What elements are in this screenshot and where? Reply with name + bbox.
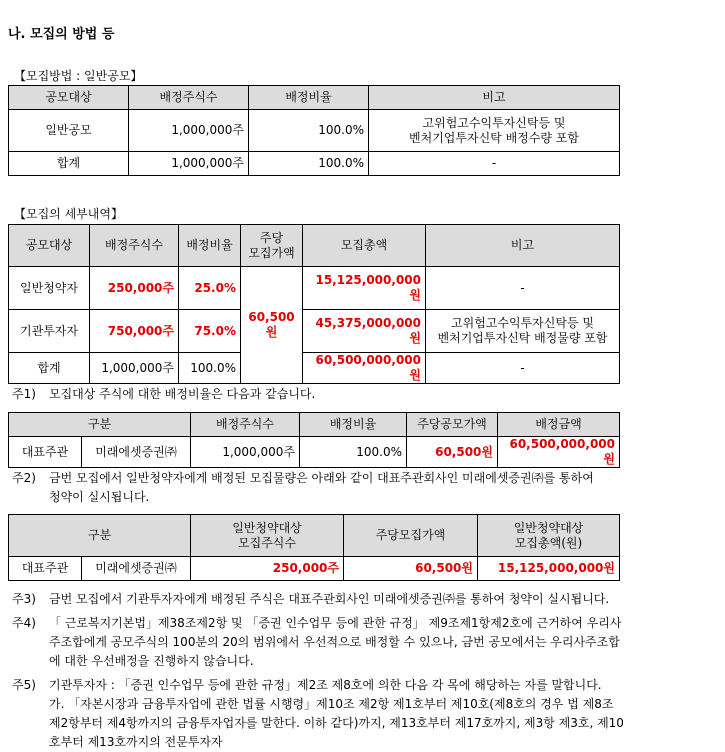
cell: 60,500원 [407, 437, 498, 468]
section-heading: 나. 모집의 방법 등 [8, 27, 115, 42]
cell: 일반공모 [9, 110, 129, 152]
detail-label: 【모집의 세부내역】 [14, 207, 123, 221]
cell: 1,000,000주 [191, 437, 300, 468]
subscription-table [8, 514, 620, 581]
header-cell [191, 515, 344, 557]
table-row [9, 353, 620, 384]
header-cell: 구분 [9, 515, 191, 557]
header-cell [478, 515, 620, 557]
cell: 100.0% [300, 437, 407, 468]
cell: 100.0% [179, 353, 241, 384]
header-cell: 모집총액 [303, 225, 426, 267]
remark-line: 벤처기업투자신탁 배정수량 포함 [409, 130, 579, 145]
cell: 15,125,000,000원 [478, 557, 620, 581]
table-header-row [9, 86, 620, 110]
note-number: 주1) [12, 387, 36, 401]
cell: 250,000주 [191, 557, 344, 581]
method-table [8, 85, 620, 176]
table-row [9, 267, 620, 310]
cell: 60,500,000,000원 [498, 437, 620, 468]
note-text: 에 대한 우선배정을 진행하지 않습니다. [49, 654, 254, 668]
cell [426, 310, 620, 353]
cell: 100.0% [249, 110, 369, 152]
note-text: 호부터 제13호까지의 전문투자자 [49, 735, 223, 749]
cell: 미래에셋증권㈜ [82, 557, 191, 581]
header-line: 모집총액(원) [514, 535, 583, 550]
note-text: 제2항부터 제4항까지의 금융투자업자를 말한다. 이하 같다)까지, 제13호부터 제17호까지, 제3항 제3호, 제10 [49, 716, 624, 730]
cell: 45,375,000,000원 [303, 310, 426, 353]
cell: 250,000주 [90, 267, 179, 310]
note-text: 청약이 실시됩니다. [49, 490, 150, 504]
note-text: 금번 모집에서 기관투자자에게 배정된 주식은 대표주관회사인 미래에셋증권㈜를 통하여 청약이 실시됩니다. [49, 592, 610, 606]
note-text: 「 근로복지기본법」제38조제2항 및 「증권 인수업무 등에 관한 규정」 제9조제1항제2호에 근거하여 우리사 [49, 616, 622, 630]
table-header-row [9, 515, 620, 557]
cell [369, 110, 620, 152]
remark-line: 벤처기업투자신탁 배정물량 포함 [437, 331, 608, 345]
header-cell: 배정금액 [498, 413, 620, 437]
cell: 100.0% [249, 152, 369, 176]
header-cell: 배정주식수 [129, 86, 249, 110]
cell: 25.0% [179, 267, 241, 310]
note-text: 모집대상 주식에 대한 배정비율은 다음과 같습니다. [49, 387, 316, 401]
remark-line: 고위험고수익투자신탁등 및 [451, 316, 594, 330]
cell: 합계 [9, 353, 90, 384]
allocation-table [8, 412, 620, 468]
header-line: 일반청약대상 [513, 520, 584, 535]
header-cell: 주당모집가액 [344, 515, 478, 557]
cell: 1,000,000주 [129, 152, 249, 176]
remark-line: 고위험고수익투자신탁등 및 [422, 115, 566, 130]
note-text: 기관투자자 : 「증권 인수업무 등에 관한 규정」제2조 제8호에 의한 다음 각 목에 해당하는 자를 말합니다. [49, 678, 602, 692]
header-cell: 배정주식수 [191, 413, 300, 437]
detail-table [8, 224, 620, 384]
note-number: 주5) [12, 678, 36, 692]
header-cell: 비고 [369, 86, 620, 110]
cell: - [369, 152, 620, 176]
cell: 75.0% [179, 310, 241, 353]
cell: 일반청약자 [9, 267, 90, 310]
header-line: 모집주식수 [238, 535, 296, 550]
header-cell [241, 225, 303, 267]
method-label: 【모집방법 : 일반공모】 [14, 69, 143, 83]
table-row [9, 557, 620, 581]
cell: 대표주관 [9, 437, 82, 468]
header-cell: 배정비율 [179, 225, 241, 267]
cell: 750,000주 [90, 310, 179, 353]
note-number: 주3) [12, 592, 36, 606]
cell: 1,000,000주 [90, 353, 179, 384]
header-cell: 배정주식수 [90, 225, 179, 267]
header-cell: 비고 [426, 225, 620, 267]
cell: - [426, 267, 620, 310]
cell: 15,125,000,000원 [303, 267, 426, 310]
cell: 1,000,000주 [129, 110, 249, 152]
cell: 대표주관 [9, 557, 82, 581]
table-header-row [9, 225, 620, 267]
cell: 60,500원 [344, 557, 478, 581]
note-text: 주조합에게 공모주식의 100분의 20의 범위에서 우선적으로 배정할 수 있으나, 금번 공모에서는 우리사주조합 [49, 635, 620, 649]
table-row [9, 437, 620, 468]
table-row [9, 310, 620, 353]
note-number: 주4) [12, 616, 36, 630]
note-text: 가. 「자본시장과 금융투자업에 관한 법률 시행령」제10조 제2항 제1호부터 제10호(제8호의 경우 법 제8조 [49, 697, 614, 711]
header-cell: 배정비율 [300, 413, 407, 437]
header-line: 일반청약대상 [232, 520, 302, 535]
table-row [9, 152, 620, 176]
header-cell: 구분 [9, 413, 191, 437]
header-cell: 배정비율 [249, 86, 369, 110]
header-line: 주당 [259, 230, 284, 245]
cell: 합계 [9, 152, 129, 176]
note-number: 주2) [12, 471, 36, 485]
header-cell: 공모대상 [9, 225, 90, 267]
table-header-row [9, 413, 620, 437]
header-line: 모집가액 [248, 245, 295, 260]
cell: 미래에셋증권㈜ [82, 437, 191, 468]
cell: 기관투자자 [9, 310, 90, 353]
cell: - [426, 353, 620, 384]
table-row [9, 110, 620, 152]
header-cell: 공모대상 [9, 86, 129, 110]
cell: 60,500,000,000원 [303, 353, 426, 384]
note-text: 금번 모집에서 일반청약자에게 배정된 모집물량은 아래와 같이 대표주관회사인 미래에셋증권㈜를 통하여 [49, 471, 594, 485]
price-cell: 60,500원 [241, 267, 303, 384]
header-cell: 주당공모가액 [407, 413, 498, 437]
